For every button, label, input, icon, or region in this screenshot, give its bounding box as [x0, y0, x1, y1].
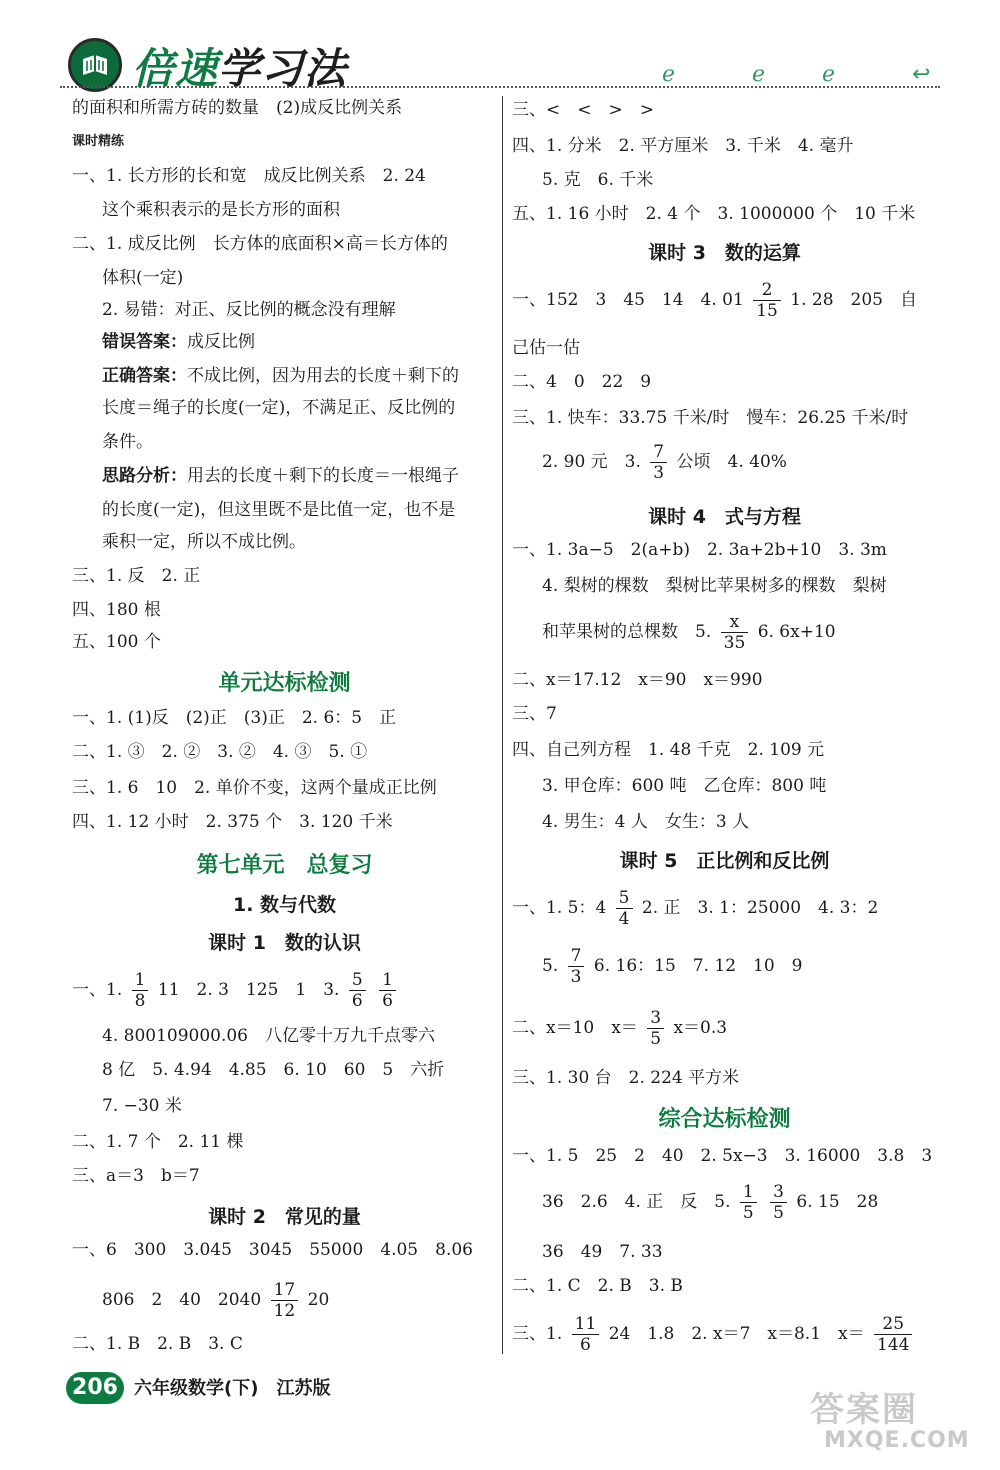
text-value: 806 2 40 2040: [102, 1290, 262, 1310]
text-line: 这个乘积表示的是长方形的面积: [102, 200, 340, 220]
text-value: 三、1.: [512, 1324, 563, 1344]
text-value: 5.: [542, 956, 559, 976]
fraction: $\frac{7}{3}$: [568, 946, 585, 987]
text-value: 成反比例: [187, 332, 255, 352]
text-value: 6. 16：15 7. 12 10 9: [593, 956, 803, 976]
fraction: $\frac{3}{5}$: [770, 1182, 787, 1223]
page-header: [0, 0, 1000, 110]
text-line: [72, 962, 400, 1018]
text-line: [542, 604, 836, 660]
text-value: 36 2.6 4. 正 反 5.: [542, 1192, 731, 1212]
text-line: 8 亿 5. 4.94 4.85 6. 10 60 5 六折: [102, 1060, 445, 1080]
text-line: 二、1. 成反比例 长方体的底面积×高＝长方体的: [72, 234, 448, 254]
text-line: 四、自己列方程 1. 48 千克 2. 109 元: [512, 740, 825, 760]
text-value: 一、152 3 45 14 4. 01: [512, 290, 744, 310]
text-line: 7. −30 米: [102, 1096, 182, 1116]
label-wrong: 错误答案：: [102, 332, 187, 352]
text-value: 20: [307, 1290, 330, 1310]
text-line: 一、6 300 3.045 3045 55000 4.05 8.06: [72, 1240, 473, 1260]
text-value: 二、x＝10 x＝: [512, 1018, 638, 1038]
fraction: $\frac{11}{6}$: [572, 1314, 600, 1355]
header-dotted-line: [60, 86, 940, 88]
text-line: 四、1. 分米 2. 平方厘米 3. 千米 4. 毫升: [512, 136, 854, 156]
text-line: 二、1. C 2. B 3. B: [512, 1276, 683, 1296]
book-icon: [79, 49, 111, 81]
fraction: $\frac{1}{6}$: [379, 970, 396, 1011]
text-line: [102, 1272, 329, 1328]
swirl-icon: ℯ: [822, 62, 836, 87]
swirl-icon: ℯ: [662, 62, 676, 87]
text-line: 5. 克 6. 千米: [542, 170, 654, 190]
text-line: 4. 800109000.06 八亿零十万九千点零六: [102, 1026, 436, 1046]
fraction: $\frac{17}{12}$: [271, 1280, 299, 1321]
text-line: 四、180 根: [72, 600, 161, 620]
text-value: 一、1.: [72, 980, 123, 1000]
fraction: $\frac{5}{6}$: [349, 970, 366, 1011]
text-line: 体积(一定): [102, 268, 184, 288]
fraction: $\frac{2}{15}$: [753, 280, 781, 321]
text-line: [512, 1000, 727, 1056]
text-line: [102, 364, 459, 388]
section-label: 课时精练: [72, 134, 125, 149]
page-number: 206: [66, 1372, 124, 1404]
text-line: 4. 梨树的棵数 梨树比苹果树多的棵数 梨树: [542, 576, 887, 596]
sub-title: 课时 4 式与方程: [648, 506, 801, 528]
section-title: 第七单元 总复习: [196, 853, 373, 878]
text-line: 二、4 0 22 9: [512, 372, 652, 392]
label-analysis: 思路分析：: [102, 466, 187, 486]
text-value: 11 2. 3 125 1 3.: [157, 980, 340, 1000]
fraction: $\frac{x}{35}$: [721, 612, 749, 653]
text-value: 6. 15 28: [796, 1192, 879, 1212]
text-line: 36 49 7. 33: [542, 1242, 663, 1262]
text-line: 三、1. 30 台 2. 224 平方米: [512, 1068, 740, 1088]
text-value: 一、1. 5：4: [512, 898, 607, 918]
text-line: 二、1. 7 个 2. 11 棵: [72, 1132, 244, 1152]
text-value: x＝0.3: [673, 1018, 728, 1038]
text-value: 不成比例，因为用去的长度＋剩下的: [187, 366, 459, 386]
text-line: 4. 男生：4 人 女生：3 人: [542, 812, 750, 832]
fraction: $\frac{1}{8}$: [132, 970, 149, 1011]
text-value: 24 1.8 2. x＝7 x＝8.1 x＝: [608, 1324, 865, 1344]
text-line: 三、a＝3 b＝7: [72, 1166, 200, 1186]
text-line: [102, 464, 459, 488]
text-value: 2. 90 元 3.: [542, 452, 641, 472]
text-line: 条件。: [102, 432, 153, 452]
label-correct: 正确答案：: [102, 366, 187, 386]
text-value: 用去的长度＋剩下的长度＝一根绳子: [187, 466, 459, 486]
section-title: 综合达标检测: [658, 1107, 791, 1132]
sub-title: 课时 1 数的认识: [208, 932, 361, 954]
text-line: 的面积和所需方砖的数量 (2)成反比例关系: [72, 98, 403, 118]
text-value: 2. 正 3. 1：25000 4. 3：2: [641, 898, 879, 918]
text-line: 三、7: [512, 704, 557, 724]
text-value: 和苹果树的总棵数 5.: [542, 622, 712, 642]
fraction: $\frac{25}{144}$: [874, 1314, 912, 1355]
sub-title: 课时 3 数的运算: [648, 242, 801, 264]
swirl-icon: ℯ: [752, 62, 766, 87]
text-value: 6. 6x+10: [757, 622, 836, 642]
fraction: $\frac{1}{5}$: [740, 1182, 757, 1223]
fraction: $\frac{5}{4}$: [616, 888, 633, 929]
text-value: 公顷 4. 40%: [676, 452, 787, 472]
watermark: [810, 1382, 970, 1462]
watermark-text: 答案圈: [810, 1390, 918, 1430]
watermark-url: MXQE.COM: [824, 1428, 970, 1453]
text-line: 三、< < > >: [512, 100, 654, 120]
logo-text-accent: 倍速: [132, 44, 219, 93]
text-line: [542, 938, 802, 994]
text-line: 五、100 个: [72, 632, 161, 652]
text-line: 一、1. 3a−5 2(a+b) 2. 3a+2b+10 3. 3m: [512, 540, 887, 560]
text-line: 3. 甲仓库：600 吨 乙仓库：800 吨: [542, 776, 827, 796]
column-divider: [502, 96, 503, 1354]
text-line: 一、1. (1)反 (2)正 (3)正 2. 6：5 正: [72, 708, 397, 728]
text-line: 己估一估: [512, 338, 580, 358]
text-line: 三、1. 反 2. 正: [72, 566, 201, 586]
text-line: 二、x＝17.12 x＝90 x＝990: [512, 670, 763, 690]
text-line: 的长度(一定)，但这里既不是比值一定，也不是: [102, 500, 456, 520]
swirl-arrow-icon: ↩: [912, 62, 931, 87]
fraction: $\frac{7}{3}$: [650, 442, 667, 483]
logo-badge: [68, 38, 122, 92]
logo-text-main: 学习法: [218, 44, 348, 93]
text-line: [542, 1174, 878, 1230]
sub-title: 课时 2 常见的量: [208, 1206, 361, 1228]
sub-title: 1. 数与代数: [232, 894, 337, 916]
text-line: 五、1. 16 小时 2. 4 个 3. 1000000 个 10 千米: [512, 204, 916, 224]
text-line: [102, 330, 255, 354]
text-line: 一、1. 长方形的长和宽 成反比例关系 2. 24: [72, 166, 426, 186]
book-title: 六年级数学(下) 江苏版: [134, 1378, 331, 1399]
section-title: 单元达标检测: [218, 671, 351, 696]
text-line: 2. 易错：对正、反比例的概念没有理解: [102, 300, 396, 320]
text-line: 三、1. 快车：33.75 千米/时 慢车：26.25 千米/时: [512, 408, 909, 428]
text-line: 二、1. B 2. B 3. C: [72, 1334, 243, 1354]
fraction: $\frac{3}{5}$: [647, 1008, 664, 1049]
text-line: [512, 272, 917, 328]
text-line: [512, 1306, 916, 1362]
text-line: 三、1. 6 10 2. 单价不变，这两个量成正比例: [72, 778, 437, 798]
text-line: [512, 880, 878, 936]
text-line: 乘积一定，所以不成比例。: [102, 532, 306, 552]
text-line: [542, 434, 787, 490]
text-line: 四、1. 12 小时 2. 375 个 3. 120 千米: [72, 812, 393, 832]
text-line: 长度＝绳子的长度(一定)，不满足正、反比例的: [102, 398, 456, 418]
text-line: 二、1. ③ 2. ② 3. ② 4. ③ 5. ①: [72, 742, 368, 762]
sub-title: 课时 5 正比例和反比例: [619, 850, 830, 872]
text-value: 1. 28 205 自: [790, 290, 917, 310]
text-line: 一、1. 5 25 2 40 2. 5x−3 3. 16000 3.8 3: [512, 1146, 933, 1166]
